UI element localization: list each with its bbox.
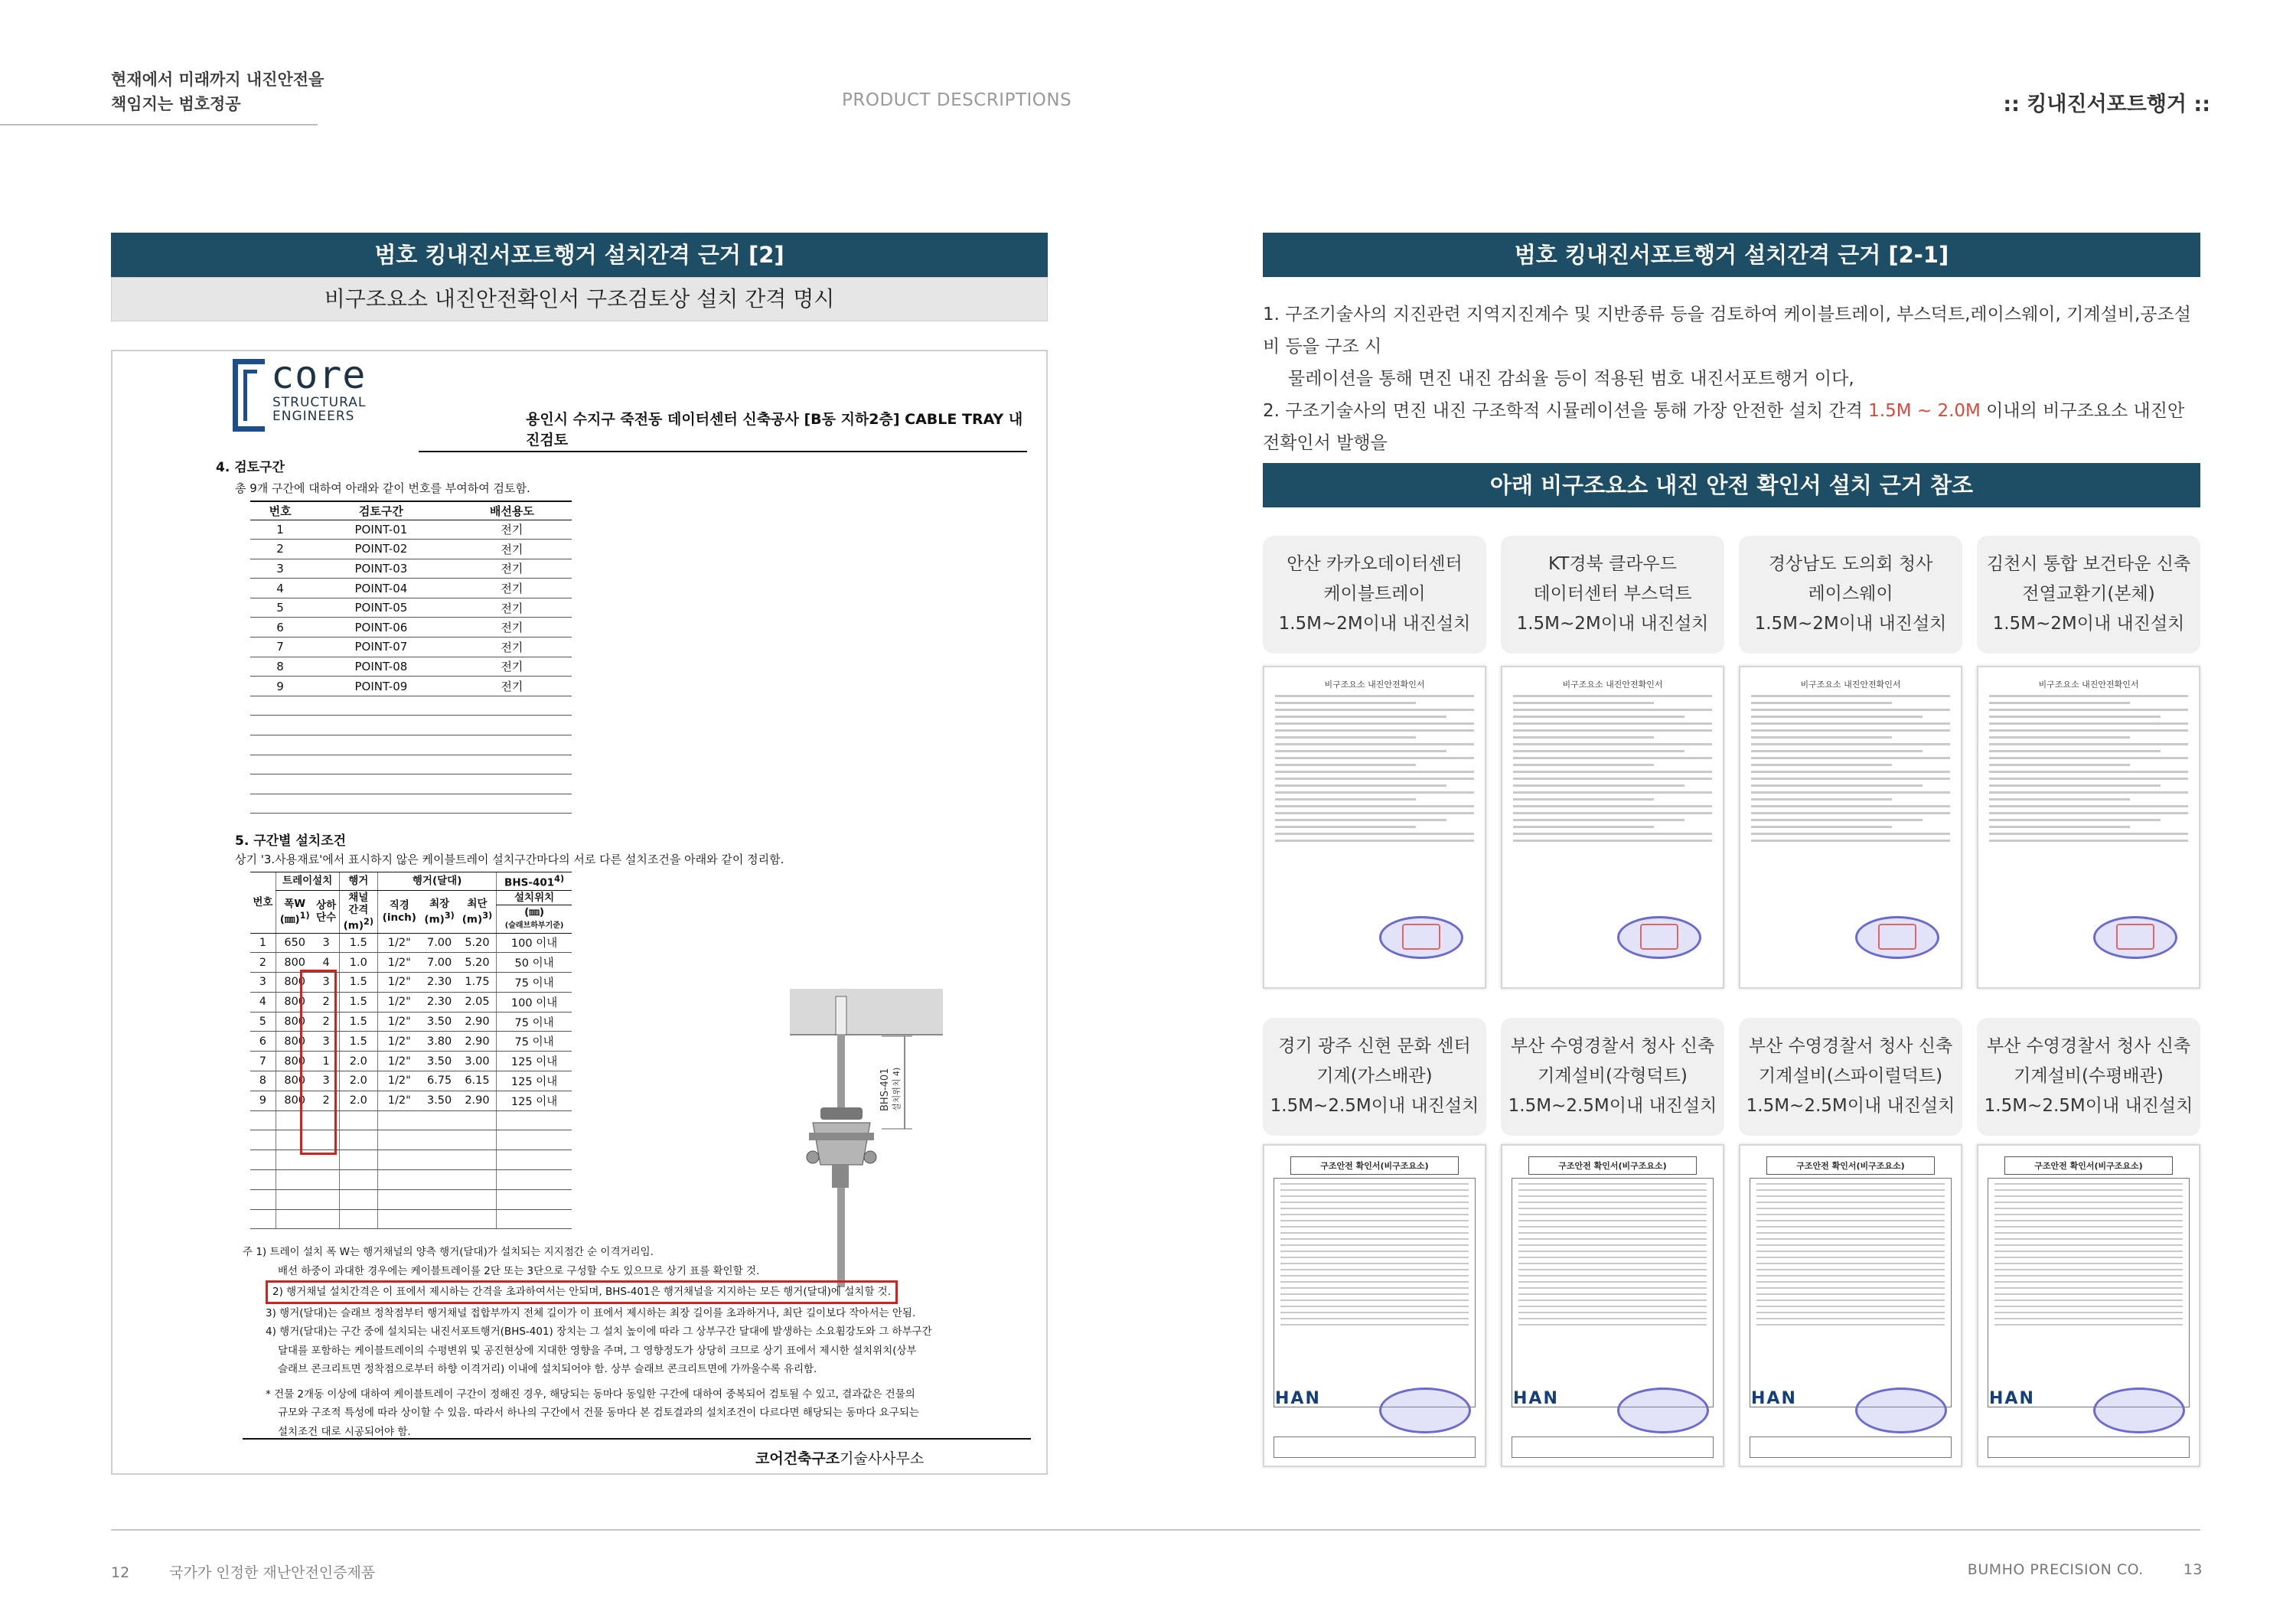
t2-cell: 3.00 [458, 1052, 497, 1071]
reference-card-line: 1.5M~2M이내 내진설치 [1992, 614, 2185, 634]
empty-row [250, 716, 572, 735]
table-row [250, 953, 572, 973]
t1-cell: 5 [250, 598, 310, 618]
t1-header-cell: 번호 [250, 501, 310, 520]
t1-cell: 전기 [452, 638, 572, 657]
t2-cell: 75 이내 [497, 1032, 572, 1052]
t2-cell: 800 [276, 1091, 313, 1110]
t2-cell: 1/2" [378, 1052, 421, 1071]
table-row [250, 1012, 572, 1032]
section-5-description: 상기 '3.사용재료'에서 표시하지 않은 케이블트레이 설치구간마다의 서로 다른 설치조건을 아래와 같이 정리함. [235, 853, 784, 866]
certificate-title: 비구조요소 내진안전확인서 [1324, 680, 1425, 690]
t1-cell: POINT-04 [310, 579, 452, 598]
reference-card-line: 부산 수영경찰서 청사 신축 [1748, 1036, 1953, 1056]
han-logo: HAN [1275, 1389, 1321, 1408]
note-1: 주 1) 트레이 설치 폭 W는 행거채널의 양측 행거(달대)가 설치되는 지지점간 순 이격거리임. [243, 1246, 654, 1258]
empty-row [250, 1150, 572, 1170]
t1-cell: 1 [250, 520, 310, 540]
col-position: 설치위치 [497, 890, 572, 905]
t1-cell: POINT-01 [310, 520, 452, 540]
t1-cell: POINT-05 [310, 598, 452, 618]
t1-cell: 전기 [452, 598, 572, 618]
t2-cell: 800 [276, 1052, 313, 1071]
t2-cell: 2 [314, 1091, 339, 1110]
structural-safety-certificate-thumbnail [1263, 1144, 1486, 1467]
reference-card [1263, 1018, 1486, 1136]
t2-cell: 2.90 [458, 1091, 497, 1110]
reference-card-line: 기계설비(수평배관) [2014, 1066, 2164, 1086]
seismic-certificate-thumbnail [1501, 666, 1724, 989]
certificate-title: 구조안전 확인서(비구조요소) [2004, 1156, 2173, 1175]
reference-card-line: 1.5M~2M이내 내진설치 [1754, 614, 1947, 634]
logo-engineers-text: ENGINEERS [272, 409, 355, 424]
certificate-title: 비구조요소 내진안전확인서 [2038, 680, 2139, 690]
t2-cell: 1/2" [378, 992, 421, 1012]
reference-card-line: 1.5M~2.5M이내 내진설치 [1270, 1096, 1479, 1116]
han-logo: HAN [1751, 1389, 1797, 1408]
reference-card-line: 1.5M~2.5M이내 내진설치 [1508, 1096, 1717, 1116]
empty-row [250, 735, 572, 755]
page-number-left: 12 [111, 1564, 130, 1581]
header-slogan [111, 67, 324, 116]
t2-cell: 75 이내 [497, 973, 572, 993]
col-position-unit: (㎜) (슬래브하부기준) [497, 905, 572, 933]
document-notes [243, 1243, 1031, 1441]
note-2-highlighted: 2) 행거채널 설치간격은 이 표에서 제시하는 간격을 초과하여서는 안되며, BHS-401은 행거채널을 지지하는 모든 행거(달대)에 설치할 것. [266, 1280, 898, 1304]
structural-safety-certificate-thumbnail [1977, 1144, 2200, 1467]
header-product-name: :: 킹내진서포트행거 :: [2003, 93, 2210, 116]
certificate-title: 구조안전 확인서(비구조요소) [1528, 1156, 1697, 1175]
t2-cell: 3.50 [420, 1091, 458, 1110]
t1-cell: POINT-06 [310, 618, 452, 638]
certificate-title: 비구조요소 내진안전확인서 [1562, 680, 1663, 690]
official-stamp [1379, 1388, 1471, 1433]
t2-cell: 1 [250, 933, 276, 953]
table-row [250, 1091, 572, 1110]
t2-cell: 2.0 [339, 1091, 378, 1110]
reference-card-line: 전열교환기(본체) [2022, 584, 2155, 604]
t2-cell: 800 [276, 1012, 313, 1032]
footer-left-text: 국가가 인정한 재난안전인증제품 [169, 1564, 376, 1581]
t2-cell: 2 [314, 992, 339, 1012]
t2-cell: 1.5 [339, 992, 378, 1012]
t2-cell: 1.5 [339, 973, 378, 993]
table-row [250, 1071, 572, 1091]
t2-cell: 125 이내 [497, 1091, 572, 1110]
col-spacing: 채널 간격 $(m)^{2)}$ [339, 890, 378, 933]
col-tray: 트레이설치 [276, 872, 339, 891]
t1-cell: 3 [250, 559, 310, 579]
official-stamp [1617, 1388, 1709, 1433]
empty-row [250, 1130, 572, 1150]
empty-row [250, 1189, 572, 1209]
t2-cell: 1/2" [378, 933, 421, 953]
table-row [250, 559, 572, 579]
page-number-right: 13 [2183, 1561, 2203, 1578]
reference-card [1739, 536, 1962, 654]
t1-cell: 전기 [452, 579, 572, 598]
reference-card-line: 김천시 통합 보건타운 신축 [1986, 554, 2191, 574]
t1-cell: POINT-02 [310, 540, 452, 559]
t2-cell: 2.30 [420, 973, 458, 993]
logo-structural-text: STRUCTURAL [272, 395, 367, 410]
reference-title-bar: 아래 비구조요소 내진 안전 확인서 설치 근거 참조 [1263, 463, 2200, 507]
seismic-certificate-thumbnail [1739, 666, 1962, 989]
empty-row [250, 794, 572, 814]
t2-cell: 650 [276, 933, 313, 953]
t2-cell: 75 이내 [497, 1012, 572, 1032]
red-seal [1402, 924, 1440, 950]
t2-cell: 800 [276, 953, 313, 973]
header-slogan-line2: 책임지는 범호정공 [111, 95, 241, 113]
t2-cell: 5 [250, 1012, 276, 1032]
table-row [250, 638, 572, 657]
t2-cell: 800 [276, 1032, 313, 1052]
section-4-heading: 4. 검토구간 [216, 460, 285, 475]
table-row [250, 657, 572, 677]
table-row [250, 677, 572, 696]
col-tiers: 상하 단수 [314, 890, 339, 933]
structural-safety-certificate-thumbnail [1501, 1144, 1724, 1467]
official-stamp [2093, 1388, 2185, 1433]
t2-cell: 3 [314, 933, 339, 953]
empty-row [250, 696, 572, 716]
section-4-description: 총 9개 구간에 대하여 아래와 같이 번호를 부여하여 검토함. [235, 481, 530, 495]
t2-cell: 2.0 [339, 1071, 378, 1091]
reference-card-line: 부산 수영경찰서 청사 신축 [1986, 1036, 2191, 1056]
red-seal [1878, 924, 1916, 950]
t2-cell: 3 [250, 973, 276, 993]
t2-cell: 1.0 [339, 953, 378, 973]
t2-cell: 7.00 [420, 953, 458, 973]
t1-cell: 전기 [452, 677, 572, 696]
reference-card [1739, 1018, 1962, 1136]
table-row [250, 973, 572, 993]
t2-cell: 9 [250, 1091, 276, 1110]
t1-cell: 전기 [452, 520, 572, 540]
reference-card-line: 안산 카카오데이터센터 [1287, 554, 1463, 574]
t1-cell: 전기 [452, 559, 572, 579]
official-stamp [1855, 1388, 1947, 1433]
t1-cell: POINT-08 [310, 657, 452, 677]
t2-cell: 50 이내 [497, 953, 572, 973]
t2-cell: 125 이내 [497, 1071, 572, 1091]
empty-row [250, 1170, 572, 1190]
reference-card-line: 경상남도 도의회 청사 [1768, 554, 1933, 574]
t2-cell: 7.00 [420, 933, 458, 953]
t2-cell: 1.5 [339, 933, 378, 953]
t2-cell: 6.15 [458, 1071, 497, 1091]
reference-card-line: 1.5M~2M이내 내진설치 [1516, 614, 1709, 634]
t1-cell: 6 [250, 618, 310, 638]
t2-cell: 1.75 [458, 973, 497, 993]
footer-left [111, 1561, 375, 1582]
t2-cell: 3.80 [420, 1032, 458, 1052]
t2-cell: 1/2" [378, 1032, 421, 1052]
review-section-table [250, 501, 572, 814]
t2-cell: 2.90 [458, 1012, 497, 1032]
reference-card-line: 케이블트레이 [1323, 584, 1426, 604]
t2-cell: 1/2" [378, 953, 421, 973]
t2-cell: 2.05 [458, 992, 497, 1012]
reference-card [1263, 536, 1486, 654]
t2-cell: 5.20 [458, 933, 497, 953]
spacing-range-highlight: 1.5M ~ 2.0M [1868, 401, 1981, 421]
han-logo: HAN [1989, 1389, 2035, 1408]
col-hanger-rod: 행거(달대) [378, 872, 497, 891]
footer-divider [111, 1529, 2200, 1531]
hanger-label: BHS-401 [879, 1068, 891, 1111]
document-title: 용인시 수지구 죽전동 데이터센터 신축공사 [B동 지하2층] CABLE TRAY 내진검토 [419, 408, 1027, 452]
reference-card-line: 1.5M~2M이내 내진설치 [1278, 614, 1471, 634]
note-4: 4) 행거(달대)는 구간 중에 설치되는 내진서포트행거(BHS-401) 장치는 그 설치 높이에 따라 그 상부구간 달대에 발생하는 소요휨강도와 그 하부구간 [266, 1326, 932, 1338]
left-title-bar: 범호 킹내진서포트행거 설치간격 근거 [2] [111, 233, 1048, 277]
right-title-bar: 범호 킹내진서포트행거 설치간격 근거 [2-1] [1263, 233, 2200, 277]
t2-cell: 6 [250, 1032, 276, 1052]
certificate-title: 비구조요소 내진안전확인서 [1800, 680, 1901, 690]
certificate-title: 구조안전 확인서(비구조요소) [1766, 1156, 1935, 1175]
t2-cell: 1.5 [339, 1012, 378, 1032]
t2-cell: 3.50 [420, 1012, 458, 1032]
header-divider [0, 124, 318, 126]
empty-row [250, 1110, 572, 1130]
t2-cell: 4 [250, 992, 276, 1012]
header-slogan-line1: 현재에서 미래까지 내진안전을 [111, 70, 325, 89]
t2-cell: 2.30 [420, 992, 458, 1012]
reference-card [1977, 1018, 2200, 1136]
reference-card-line: 부산 수영경찰서 청사 신축 [1510, 1036, 1715, 1056]
reference-card-line: 경기 광주 신현 문화 센터 [1278, 1036, 1471, 1056]
structural-safety-certificate-thumbnail [1739, 1144, 1962, 1467]
seismic-certificate-thumbnail [1977, 666, 2200, 989]
col-no: 번호 [250, 872, 276, 934]
t1-cell: 전기 [452, 657, 572, 677]
certificate-title: 구조안전 확인서(비구조요소) [1290, 1156, 1459, 1175]
col-hanger: 행거 [339, 872, 378, 891]
t2-cell: 1/2" [378, 973, 421, 993]
table-row [250, 1052, 572, 1071]
logo-core-text: core [271, 353, 367, 397]
t2-cell: 3 [314, 1032, 339, 1052]
t2-cell: 6.75 [420, 1071, 458, 1091]
footer-right [1968, 1561, 2203, 1578]
note-3: 3) 행거(달대)는 슬래브 정착점부터 행거채널 접합부까지 전체 길이가 이 표에서 제시하는 최장 길이를 초과하거나, 최단 길이보다 작아서는 안됨. [266, 1306, 916, 1319]
t2-cell: 1/2" [378, 1012, 421, 1032]
left-subtitle-bar: 비구조요소 내진안전확인서 구조검토상 설치 간격 명시 [111, 277, 1048, 321]
t2-cell: 1.5 [339, 1032, 378, 1052]
t2-cell: 1/2" [378, 1091, 421, 1110]
installation-conditions-table [250, 872, 572, 1229]
t2-cell: 800 [276, 1071, 313, 1091]
reference-card-line: 기계(가스배관) [1316, 1066, 1433, 1086]
reference-card-line: 레이스웨이 [1808, 584, 1893, 604]
t2-cell: 1 [314, 1052, 339, 1071]
reference-card [1501, 536, 1724, 654]
reference-card [1501, 1018, 1724, 1136]
t2-cell: 100 이내 [497, 933, 572, 953]
col-max: 최장 $(m)^{3)}$ [420, 890, 458, 933]
t2-cell: 2.90 [458, 1032, 497, 1052]
basis-item-2: 2. 구조기술사의 면진 내진 구조학적 시뮬레이션을 통해 가장 안전한 설치 간격 1.5M ~ 2.0M 이내의 비구조요소 내진안전확인서 발행을 [1263, 401, 2185, 453]
empty-row [250, 755, 572, 774]
document-footer-line [243, 1438, 1031, 1440]
t1-cell: 7 [250, 638, 310, 657]
note-5b: 규모와 구조적 특성에 따라 상이할 수 있음. 따라서 하나의 구간에서 건물 동마다 본 검토결과의 설치조건이 다르다면 해당되는 동마다 요구되는 [278, 1407, 919, 1419]
t2-cell: 3 [314, 973, 339, 993]
structural-review-document [111, 350, 1048, 1475]
t2-cell: 100 이내 [497, 992, 572, 1012]
table-row [250, 992, 572, 1012]
basis-item-1-cont: 물레이션을 통해 면진 내진 감쇠율 등이 적용된 범호 내진서포트행거 이다, [1288, 369, 1854, 389]
certificate-footer [1274, 1436, 1476, 1458]
t2-cell: 2.0 [339, 1052, 378, 1071]
t1-cell: 4 [250, 579, 310, 598]
col-dia: 직경 (inch) [378, 890, 421, 933]
t1-cell: POINT-07 [310, 638, 452, 657]
document-footer-firm: 코어건축구조기술사사무소 [755, 1450, 925, 1467]
t1-cell: 전기 [452, 618, 572, 638]
t2-cell: 800 [276, 992, 313, 1012]
t2-cell: 3.50 [420, 1052, 458, 1071]
table-row [250, 933, 572, 953]
t2-cell: 4 [314, 953, 339, 973]
t1-cell: 2 [250, 540, 310, 559]
red-seal [1640, 924, 1678, 950]
col-min: 최단 $(m)^{3)}$ [458, 890, 497, 933]
t1-cell: POINT-03 [310, 559, 452, 579]
empty-row [250, 1209, 572, 1229]
table-row [250, 520, 572, 540]
hanger-label-position: 설치위치 4) [892, 1067, 902, 1111]
t1-cell: 9 [250, 677, 310, 696]
core-structural-logo [233, 353, 378, 443]
note-4c: 슬래브 콘크리트면 정착점으로부터 하향 이격거리) 이내에 설치되어야 함. 상부 슬래브 콘크리트면에 가까울수록 유리함. [278, 1363, 817, 1375]
t2-cell: 2 [250, 953, 276, 973]
seismic-certificate-thumbnail [1263, 666, 1486, 989]
header-section-label: PRODUCT DESCRIPTIONS [842, 90, 1072, 110]
certificate-footer [1988, 1436, 2190, 1458]
t2-cell: 125 이내 [497, 1052, 572, 1071]
t2-cell: 8 [250, 1071, 276, 1091]
table-row [250, 579, 572, 598]
reference-card-line: 데이터센터 부스덕트 [1533, 584, 1692, 604]
reference-card-line: 기계설비(각형덕트) [1538, 1066, 1688, 1086]
t2-cell: 1/2" [378, 1071, 421, 1091]
table-row [250, 618, 572, 638]
col-width: 폭W (㎜)$^{1)}$ [276, 890, 313, 933]
table-row [250, 1032, 572, 1052]
reference-card-line: 1.5M~2.5M이내 내진설치 [1984, 1096, 2193, 1116]
han-logo: HAN [1513, 1389, 1559, 1408]
t1-header-cell: 검토구간 [310, 501, 452, 520]
col-bhs: BHS-401$^{4)}$ [497, 872, 572, 891]
red-seal [2116, 924, 2154, 950]
reference-card [1977, 536, 2200, 654]
t1-cell: 전기 [452, 540, 572, 559]
t2-cell: 800 [276, 973, 313, 993]
t2-cell: 7 [250, 1052, 276, 1071]
basis-item-1: 1. 구조기술사의 지진관련 지역지진계수 및 지반종류 등을 검토하여 케이블트레이, 부스덕트,레이스웨이, 기계설비,공조설비 등을 구조 시 [1263, 305, 2191, 357]
certificate-footer [1512, 1436, 1714, 1458]
note-4b: 달대를 포함하는 케이블트레이의 수평변위 및 공진현상에 지대한 영향을 주며, 그 영향정도가 상당히 크므로 상기 표에서 제시한 설치위치(상부 [278, 1344, 917, 1357]
t1-header-cell: 배선용도 [452, 501, 572, 520]
note-5: * 건물 2개동 이상에 대하여 케이블트레이 구간이 정해진 경우, 해당되는 동마다 동일한 구간에 대하여 중복되어 검토될 수 있고, 결과값은 건물의 [266, 1388, 915, 1401]
certificate-footer [1750, 1436, 1952, 1458]
t2-cell: 3 [314, 1071, 339, 1091]
spacing-highlight-box [300, 970, 337, 1155]
reference-card-line: 1.5M~2.5M이내 내진설치 [1746, 1096, 1955, 1116]
reference-card-line: KT경북 클라우드 [1548, 554, 1677, 574]
t1-cell: 8 [250, 657, 310, 677]
t1-cell: POINT-09 [310, 677, 452, 696]
section-5-heading: 5. 구간별 설치조건 [235, 833, 347, 849]
reference-card-line: 기계설비(스파이럴덕트) [1758, 1066, 1943, 1086]
empty-row [250, 774, 572, 794]
table-row [250, 540, 572, 559]
t2-cell: 2 [314, 1012, 339, 1032]
table-row [250, 598, 572, 618]
note-1b: 배선 하중이 과대한 경우에는 케이블트레이를 2단 또는 3단으로 구성할 수도 있으므로 상기 표를 확인할 것. [278, 1264, 760, 1277]
footer-company: BUMHO PRECISION CO. [1967, 1561, 2144, 1578]
note-5c: 설치조건 대로 시공되어야 함. [278, 1425, 411, 1438]
t2-cell: 5.20 [458, 953, 497, 973]
